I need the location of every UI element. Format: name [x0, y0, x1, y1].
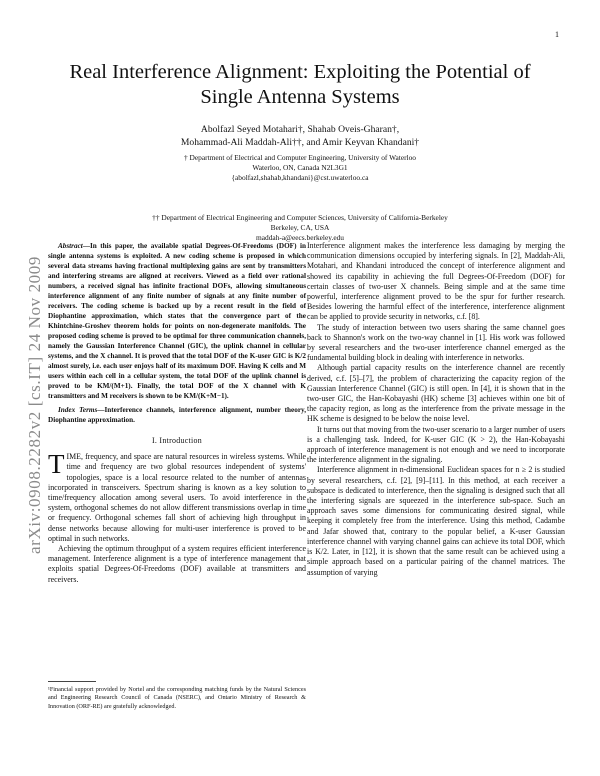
left-column — [48, 241, 306, 585]
paper-title: Real Interference Alignment: Exploiting the Potential of Single Antenna Systems — [69, 61, 531, 108]
abstract — [48, 241, 306, 401]
index-terms-text: —Interference channels, interference alignment, number theory, Diophantine approximation. — [48, 406, 306, 424]
affiliation-1-line-2: Waterloo, ON, Canada N2L3G1 — [252, 163, 348, 172]
index-terms — [48, 405, 306, 425]
authors — [60, 123, 540, 149]
index-terms-label: Index Terms — [58, 406, 98, 414]
right-column — [307, 241, 565, 578]
right-paragraph-1: Interference alignment makes the interference less damaging by merging the communication dimensions occupied by interfering signals. In [2], Maddah-Ali, Motahari, and Khandani introduced the concept of interference alignment and showed its capability in achieving the full Degrees-Of-Freedom (DOF) for certain classes of two-user X channels. Being simple and at the same time powerful, interference alignment proved to be the spur for further research. Besides lowering the harmful effect of the interference, interference alignment can be applied to provide security in networks, c.f. [8]. — [307, 241, 565, 322]
intro-paragraph-1-text: IME, frequency, and space are natural resources in wireless systems. While time and frequency are two global resources independent of systems' topologies, space is a local resource related to the number of antennas incorporated in transceivers. Spectrum sharing is known as a key solution to time/frequency allocation among several users. To avoid interference in the system, orthogonal schemes do not allow different transmissions overlap in time or frequency. Orthogonal schemes fall short of achieving high throughput in dense networks because allowing for multi-user interference is proved to be optimal in such networks. — [48, 452, 306, 543]
intro-paragraph-1 — [48, 449, 306, 544]
affiliation-waterloo — [60, 153, 540, 183]
right-paragraph-2: The study of interaction between two users sharing the same channel goes back to Shannon's work on the two-way channel in [1]. His work was followed by several researchers and the two-user interference channel emerged as the fundamental building block in dealing with interference in networks. — [307, 322, 565, 363]
affiliation-1-line-1: † Department of Electrical and Computer Engineering, University of Waterloo — [184, 153, 416, 162]
section-heading-introduction: I. Introduction — [151, 436, 203, 445]
intro-paragraph-2: Achieving the optimum throughput of a system requires efficient interference management. Interference alignment is a type of interference management that exploits spatial Degrees-Of-Freedoms (DOF) available at transmitters and receivers. — [48, 544, 306, 584]
page-number: 1 — [555, 30, 559, 39]
authors-line-1: Abolfazl Seyed Motahari†, Shahab Oveis-Gharan†, — [200, 124, 400, 135]
right-paragraph-5: Interference alignment in n-dimensional Euclidean spaces for n ≥ 2 is studied by several researchers, c.f. [2], [9]–[11]. In this method, at each receiver a subspace is dedicated to interference, then the signaling is designed such that all the interfering signals are squeezed in the interference sub-space. Such an approach saves some dimensions for communicating desired signal, while keeping it completely free from the interference. Using this method, Cadambe and Jafar showed that, contrary to the popular belief, a K-user Gaussian interference channel with varying channel gains can achieve its total DOF, which is K/2. Later, in [12], it is shown that the same result can be achieved using a simple approach based on a particular pairing of the channel matrices. The assumption of varying — [307, 465, 565, 577]
drop-cap: T — [48, 449, 65, 480]
footnote-rule — [48, 681, 96, 682]
abstract-label: Abstract — [58, 242, 83, 250]
arxiv-stamp — [22, 210, 48, 600]
footnote: ¹Financial support provided by Nortel and the corresponding matching funds by the Natural Sciences and Engineering Research Council of Canada (NSERC), and Ontario Ministry of Research & Innovation (ORF-RE) are gratefully acknowledged. — [48, 686, 306, 710]
affiliation-2-line-1: †† Department of Electrical Engineering and Computer Sciences, University of California-Berkeley — [152, 213, 448, 222]
affiliation-2-email: maddah-a@eecs.berkeley.edu — [256, 233, 344, 242]
arxiv-stamp-text: arXiv:0908.2282v2 [cs.IT] 24 Nov 2009 — [25, 256, 44, 554]
affiliation-berkeley — [60, 213, 540, 243]
affiliation-2-line-2: Berkeley, CA, USA — [270, 223, 330, 232]
right-paragraph-3: Although partial capacity results on the interference channel are recently derived, c.f. [5]–[7], the problem of characterizing the capacity region of the Gaussian Interference Channel (GIC) is still open. In [4], it is shown that in the two-user GIC, the Han-Kobayashi (HK) scheme [3] achieves within one bit of the capacity region, as long as the interference from the private message in the HK scheme is designed to be below the noise level. — [307, 363, 565, 424]
right-paragraph-4: It turns out that moving from the two-user scenario to a larger number of users is a challenging task. Indeed, for K-user GIC (K > 2), the Han-Kobayashi approach of interference management is not enough and we need to incorporate the interference alignment in the signaling. — [307, 424, 565, 465]
abstract-text: —In this paper, the available spatial Degrees-Of-Freedoms (DOF) in single antenna systems is exploited. A new coding scheme is proposed in which several data streams having fractional multiplexing gains are sent by transmitters and interfering streams are aligned at receivers. Viewed as a field over rational numbers, a received signal has infinite fractional DOFs, allowing simultaneous interference alignment of any finite number of signals at any finite number of receivers. The coding scheme is backed up by a recent result in the field of Diophantine approximation, which states that the convergence part of the Khintchine-Groshev theorem holds for points on non-degenerate manifolds. The proposed coding scheme is proved to be optimal for three communication channels, namely the Gaussian Interference Channel (GIC), the uplink channel in cellular systems, and the X channel. It is proved that the total DOF of the K-user GIC is K/2 almost surely, i.e. each user enjoys half of its maximum DOF. Having K cells and M users within each cell in a cellular system, the total DOF of the uplink channel is proved to be KM/(M+1). Finally, the total DOF of the X channel with K transmitters and M receivers is shown to be KM/(K+M−1). — [48, 242, 306, 400]
affiliation-1-email: {abolfazl,shahab,khandani}@cst.uwaterloo.ca — [231, 173, 369, 182]
authors-line-2: Mohammad-Ali Maddah-Ali††, and Amir Keyvan Khandani† — [180, 137, 420, 148]
